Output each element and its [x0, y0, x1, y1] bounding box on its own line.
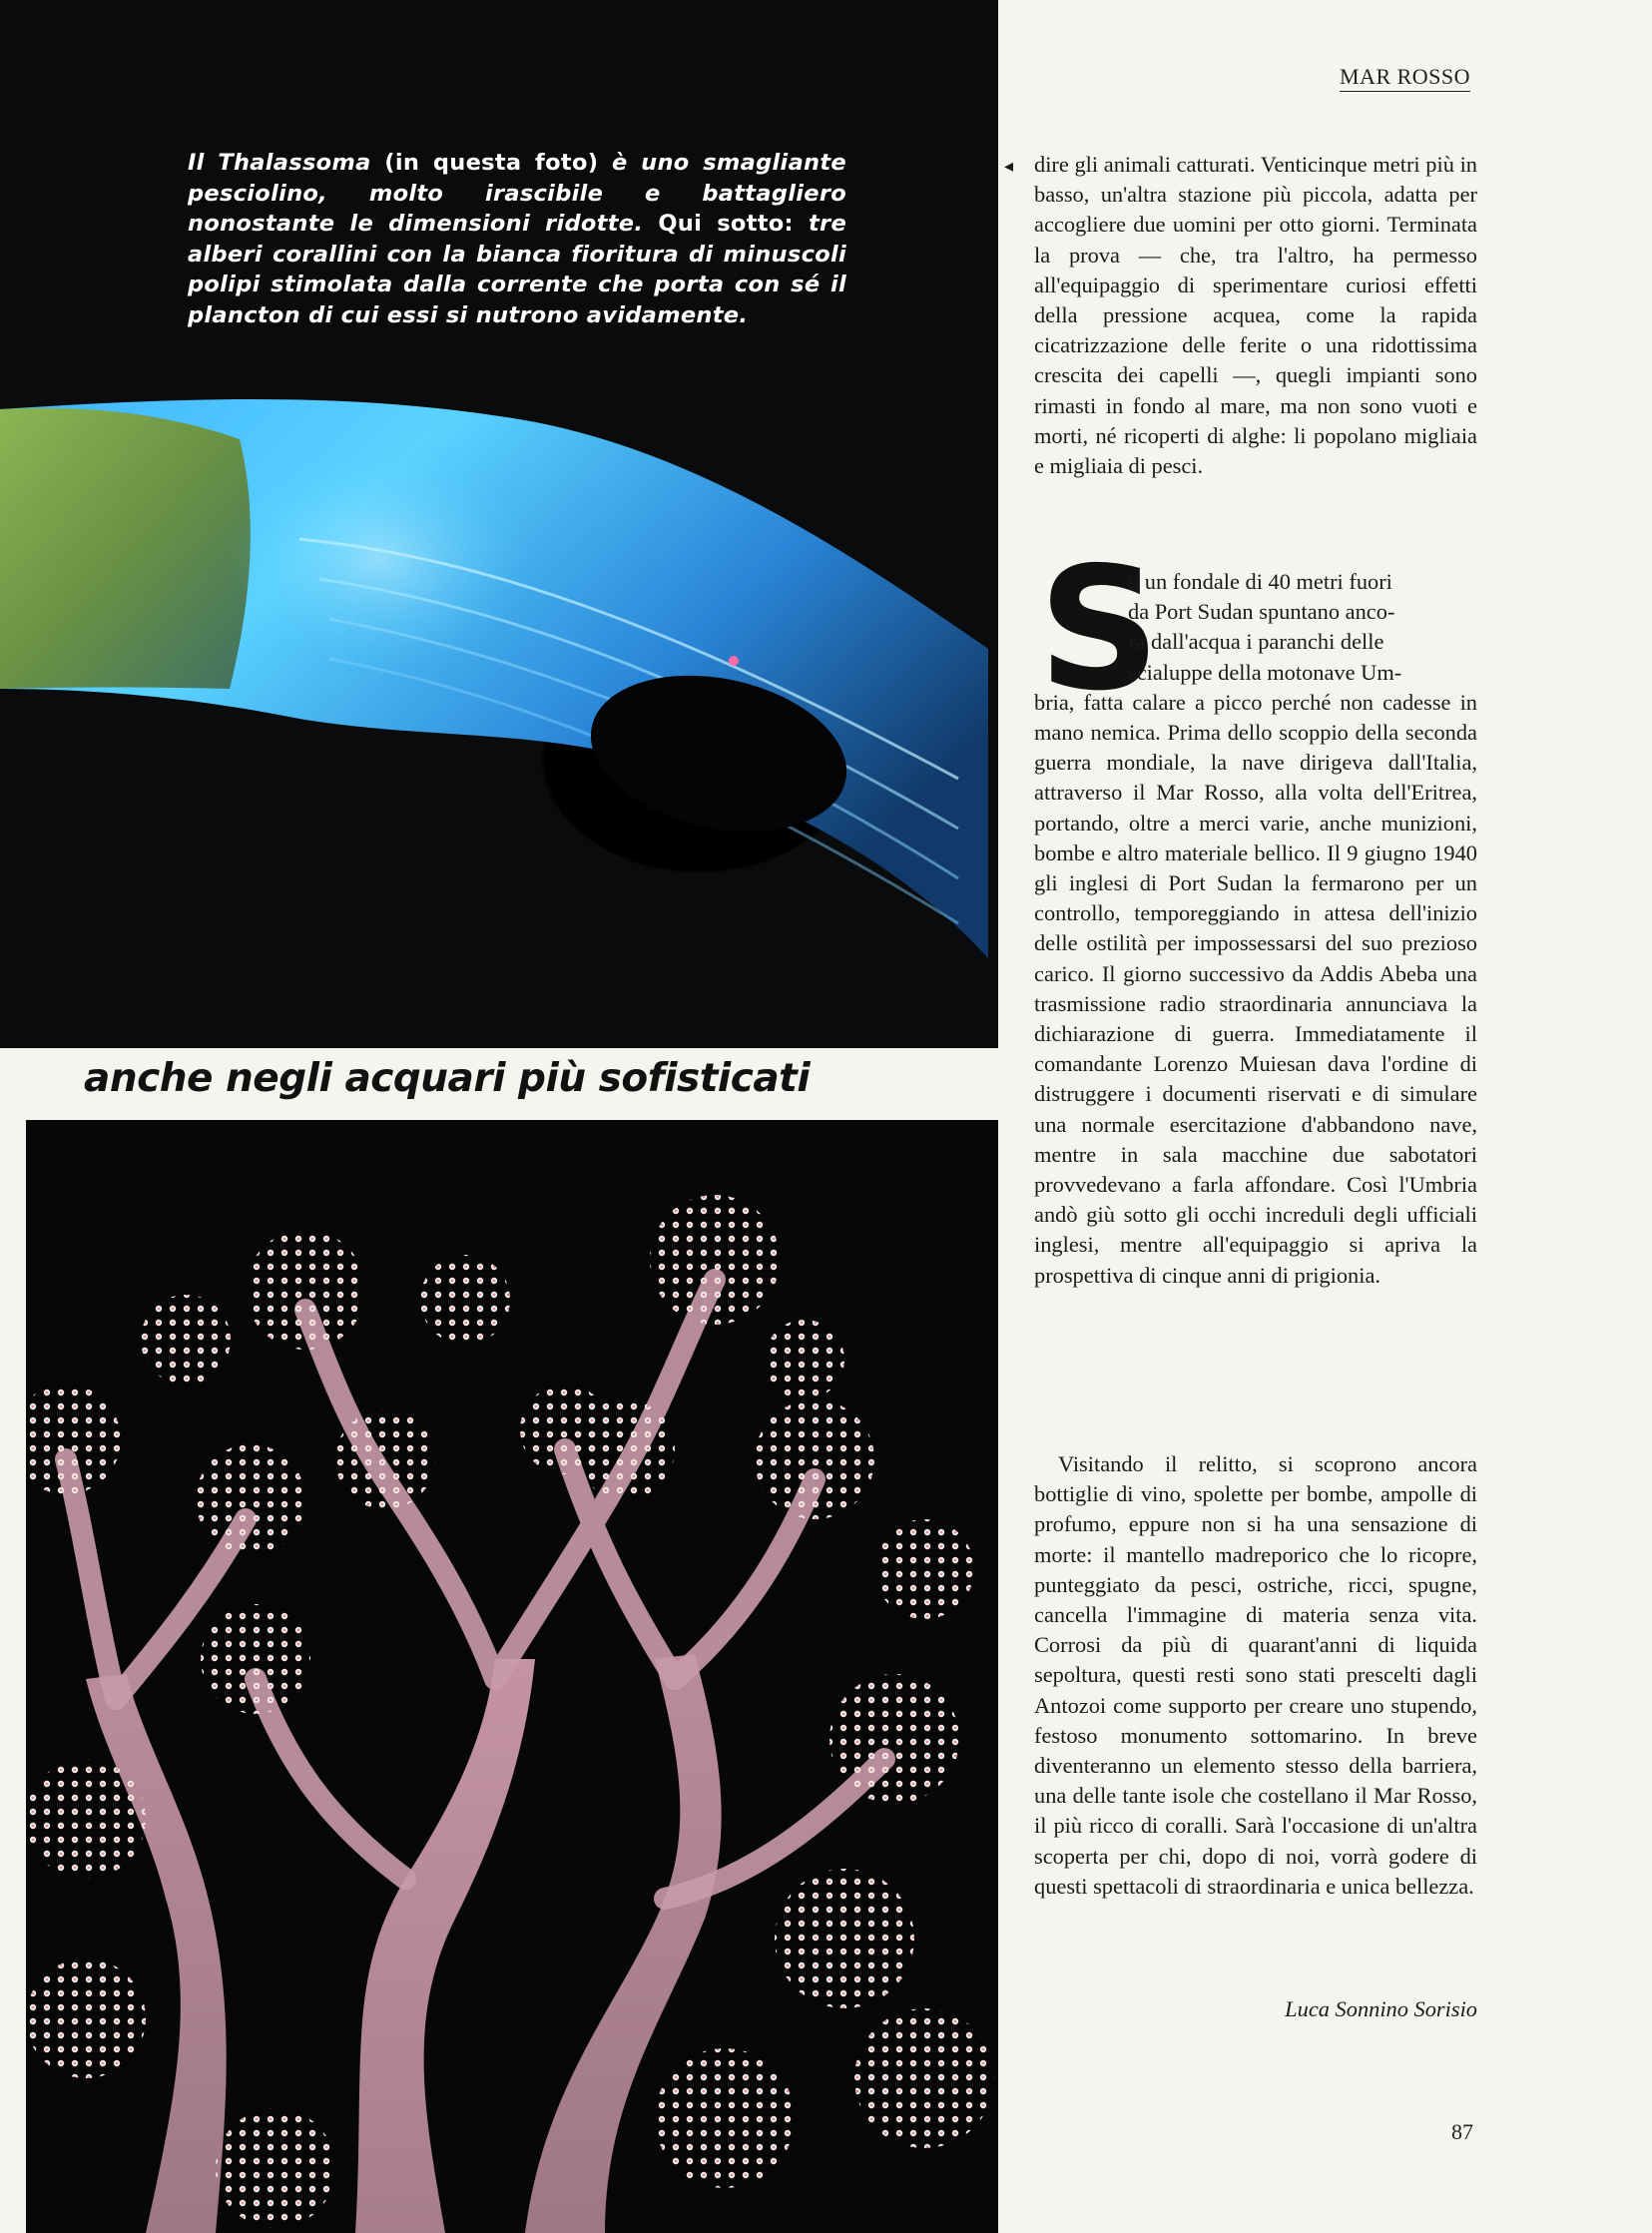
section-tag: MAR ROSSO	[1340, 64, 1470, 92]
caption-subject: Il Thalassoma	[188, 150, 371, 176]
dropcap-line-4: scialuppe della motonave Um-	[1128, 659, 1402, 685]
caption-coral-description: tre alberi corallini con la bianca fioritura di minuscoli polipi stimolata dalla corrente che porta con sé il plancton di cui essi si nutrono avidamente.	[188, 211, 847, 328]
article-paragraph-3: Visitando il relitto, si scoprono ancora bottiglie di vino, spolette per bombe, ampolle di profumo, eppure non si ha una sensazione di morte: il mantello madreporico che lo ricopre, punteggiato da pesci, ostriche, ricci, spugne, cancella l'immagine di materia senza vita. Corrosi da più di quarant'anni di liquida sepoltura, questi resti sono stati prescelti dagli Antozoi come supporto per creare uno stupendo, festoso monumento sottomarino. In breve diventeranno un elemento stesso della barriera, una delle tante isole che costellano il Mar Rosso, il più ricco di coralli. Sarà l'occasione di un'altra scoperta per chi, dopo di noi, vorrà godere di questi spettacoli di straordinaria e unica bellezza.	[1034, 1451, 1477, 1899]
dropcap-line-1: u un fondale di 40 metri fuori	[1128, 569, 1392, 594]
dropcap-line-2: da Port Sudan spuntano anco-	[1128, 599, 1395, 625]
coral-photo	[26, 1120, 998, 2233]
thalassoma-photo	[0, 0, 998, 1048]
caption-description: è uno smagliante pesciolino, molto irascibile e battagliero nonostante le dimensioni ridotte.	[188, 150, 846, 237]
dropcap-line-3: ra dall'acqua i paranchi delle	[1128, 629, 1384, 655]
author-signature: Luca Sonnino Sorisio	[1285, 1996, 1477, 2021]
caption-note: (in questa foto)	[370, 150, 612, 176]
article-paragraph-2	[1034, 567, 1477, 1291]
headline: anche negli acquari più sofisticati	[84, 1056, 811, 1101]
drop-cap: S	[1038, 531, 1161, 729]
caption-below-note: Qui sotto:	[643, 211, 809, 237]
article-paragraph-1: dire gli animali catturati. Venticinque metri più in basso, un'altra stazione più piccola, adatta per accogliere due uomini per otto giorni. Terminata la prova — che, tra l'altro, ha permesso all'equipaggio di sperimentare curiosi effetti della pressione acquea, come la rapida cicatrizzazione delle ferite o una ridottissima crescita dei capelli —, quegli impianti sono rimasti in fondo al mare, ma non sono vuoti e morti, né ricoperti di alghe: li popolano migliaia e migliaia di pesci.	[1034, 152, 1477, 479]
photo-caption	[188, 148, 846, 330]
page-number: 87	[1451, 2119, 1473, 2144]
coral-illustration	[26, 1120, 998, 2233]
paragraph-2-body: bria, fatta calare a picco perché non cadesse in mano nemica. Prima dello scoppio della seconda guerra mondiale, la nave dirigeva dall'Italia, attraverso il Mar Rosso, alla volta dell'Eritrea, portando, oltre a merci varie, anche munizioni, bombe e altro materiale bellico. Il 9 giugno 1940 gli inglesi di Port Sudan la fermarono per un controllo, temporeggiando in attesa dell'inizio delle ostilità per impossessarsi del suo prezioso carico. Il giorno successivo da Addis Abeba una trasmissione radio straordinaria annunciava la dichiarazione di guerra. Immediatamente il comandante Lorenzo Muiesan dava l'ordine di distruggere i documenti riservati e di simulare una normale esercitazione d'abbandono nave, mentre in sala macchine due sabotatori provvedevano a farla affondare. Così l'Umbria andò giù sotto gli occhi increduli degli ufficiali inglesi, mentre all'equipaggio si apriva la prospettiva di cinque anni di prigionia.	[1034, 689, 1477, 1288]
continuation-arrow-icon: ◂	[1004, 156, 1014, 176]
